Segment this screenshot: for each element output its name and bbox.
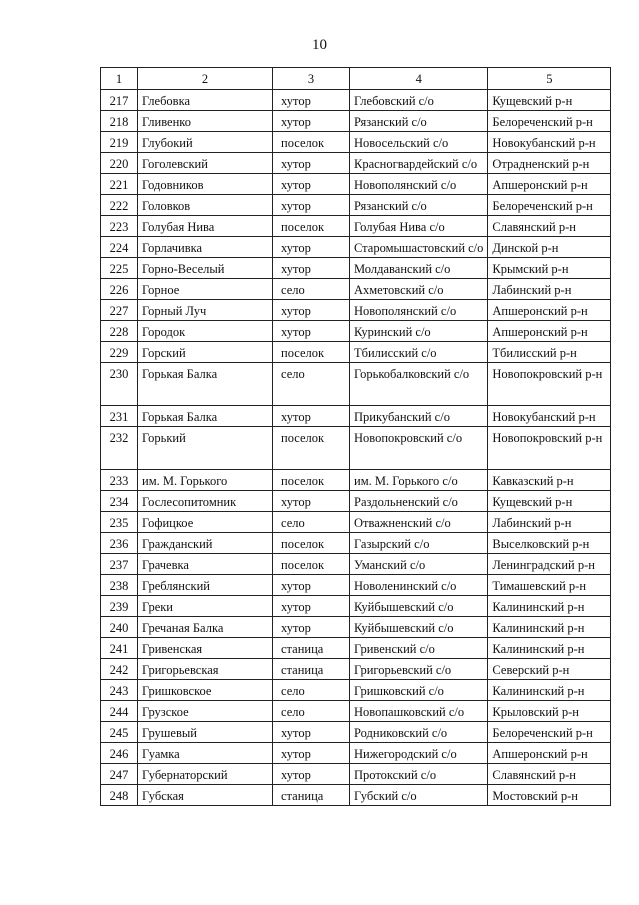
table-row	[101, 764, 611, 785]
row-number-cell: 246	[101, 743, 138, 764]
settlement-type-cell: село	[273, 363, 350, 406]
table-row	[101, 596, 611, 617]
district-cell: Кавказский р-н	[488, 470, 611, 491]
table-row	[101, 722, 611, 743]
council-cell: Губский с/о	[350, 785, 488, 806]
district-cell: Белореченский р-н	[488, 722, 611, 743]
council-cell: Куйбышевский с/о	[350, 617, 488, 638]
council-cell: Молдаванский с/о	[350, 258, 488, 279]
district-cell: Калининский р-н	[488, 617, 611, 638]
settlement-name-cell: Грачевка	[138, 554, 273, 575]
council-cell: Нижегородский с/о	[350, 743, 488, 764]
page-number: 10	[312, 37, 327, 53]
settlement-name-cell: Гражданский	[138, 533, 273, 554]
row-number-cell: 241	[101, 638, 138, 659]
settlement-type-cell: станица	[273, 785, 350, 806]
settlement-type-cell: хутор	[273, 90, 350, 111]
council-cell: Уманский с/о	[350, 554, 488, 575]
council-cell: Протокский с/о	[350, 764, 488, 785]
settlement-name-cell: Григорьевская	[138, 659, 273, 680]
district-cell: Новокубанский р-н	[488, 406, 611, 427]
settlement-type-cell: станица	[273, 659, 350, 680]
row-number-cell: 222	[101, 195, 138, 216]
settlement-name-cell: Гречаная Балка	[138, 617, 273, 638]
settlement-name-cell: Горно-Веселый	[138, 258, 273, 279]
row-number-cell: 248	[101, 785, 138, 806]
table-row	[101, 90, 611, 111]
settlement-name-cell: Горский	[138, 342, 273, 363]
table-row	[101, 638, 611, 659]
row-number-cell: 242	[101, 659, 138, 680]
district-cell: Славянский р-н	[488, 764, 611, 785]
settlement-name-cell: Губская	[138, 785, 273, 806]
district-cell: Калининский р-н	[488, 680, 611, 701]
district-cell: Ленинградский р-н	[488, 554, 611, 575]
table-row	[101, 195, 611, 216]
settlement-name-cell: Городок	[138, 321, 273, 342]
district-cell: Мостовский р-н	[488, 785, 611, 806]
settlement-type-cell: поселок	[273, 132, 350, 153]
table-row	[101, 575, 611, 596]
row-number-cell: 236	[101, 533, 138, 554]
district-cell: Славянский р-н	[488, 216, 611, 237]
district-cell: Апшеронский р-н	[488, 174, 611, 195]
district-cell: Кущевский р-н	[488, 491, 611, 512]
settlement-name-cell: Горькая Балка	[138, 406, 273, 427]
settlement-name-cell: Гофицкое	[138, 512, 273, 533]
settlement-type-cell: хутор	[273, 153, 350, 174]
settlement-name-cell: Грузское	[138, 701, 273, 722]
table-row	[101, 533, 611, 554]
settlement-name-cell: им. М. Горького	[138, 470, 273, 491]
table-row	[101, 321, 611, 342]
table-row	[101, 216, 611, 237]
settlement-type-cell: поселок	[273, 470, 350, 491]
settlement-name-cell: Греки	[138, 596, 273, 617]
settlement-type-cell: село	[273, 512, 350, 533]
settlement-type-cell: хутор	[273, 406, 350, 427]
council-cell: Отважненский с/о	[350, 512, 488, 533]
table-row	[101, 363, 611, 406]
table-row	[101, 153, 611, 174]
table-row	[101, 701, 611, 722]
row-number-cell: 221	[101, 174, 138, 195]
table-row	[101, 659, 611, 680]
table-row	[101, 342, 611, 363]
column-header: 4	[350, 68, 488, 90]
table-row	[101, 406, 611, 427]
row-number-cell: 228	[101, 321, 138, 342]
settlement-name-cell: Глубокий	[138, 132, 273, 153]
row-number-cell: 226	[101, 279, 138, 300]
settlement-type-cell: поселок	[273, 554, 350, 575]
district-cell: Тимашевский р-н	[488, 575, 611, 596]
table-row	[101, 111, 611, 132]
council-cell: Глебовский с/о	[350, 90, 488, 111]
settlement-type-cell: поселок	[273, 533, 350, 554]
row-number-cell: 224	[101, 237, 138, 258]
table-row	[101, 132, 611, 153]
settlement-name-cell: Глебовка	[138, 90, 273, 111]
settlement-name-cell: Греблянский	[138, 575, 273, 596]
council-cell: Прикубанский с/о	[350, 406, 488, 427]
district-cell: Лабинский р-н	[488, 279, 611, 300]
table-row	[101, 300, 611, 321]
district-cell: Калининский р-н	[488, 638, 611, 659]
column-header: 5	[488, 68, 611, 90]
council-cell: Ахметовский с/о	[350, 279, 488, 300]
district-cell: Апшеронский р-н	[488, 743, 611, 764]
settlement-type-cell: поселок	[273, 342, 350, 363]
table-row	[101, 743, 611, 764]
settlement-type-cell: село	[273, 279, 350, 300]
district-cell: Выселковский р-н	[488, 533, 611, 554]
row-number-cell: 240	[101, 617, 138, 638]
row-number-cell: 225	[101, 258, 138, 279]
council-cell: Голубая Нива с/о	[350, 216, 488, 237]
settlement-type-cell: хутор	[273, 321, 350, 342]
settlement-name-cell: Горлачивка	[138, 237, 273, 258]
district-cell: Динской р-н	[488, 237, 611, 258]
settlement-name-cell: Горный Луч	[138, 300, 273, 321]
table-row	[101, 279, 611, 300]
row-number-cell: 232	[101, 427, 138, 470]
settlement-type-cell: хутор	[273, 195, 350, 216]
council-cell: Григорьевский с/о	[350, 659, 488, 680]
column-header: 1	[101, 68, 138, 90]
council-cell: Новоленинский с/о	[350, 575, 488, 596]
settlement-name-cell: Грушевый	[138, 722, 273, 743]
row-number-cell: 220	[101, 153, 138, 174]
district-cell: Белореченский р-н	[488, 111, 611, 132]
column-header: 2	[138, 68, 273, 90]
council-cell: Горькобалковский с/о	[350, 363, 488, 406]
settlement-name-cell: Гуамка	[138, 743, 273, 764]
council-cell: Красногвардейский с/о	[350, 153, 488, 174]
council-cell: Рязанский с/о	[350, 195, 488, 216]
council-cell: Новополянский с/о	[350, 174, 488, 195]
row-number-cell: 237	[101, 554, 138, 575]
district-cell: Северский р-н	[488, 659, 611, 680]
settlement-name-cell: Губернаторский	[138, 764, 273, 785]
district-cell: Крымский р-н	[488, 258, 611, 279]
council-cell: Гривенский с/о	[350, 638, 488, 659]
council-cell: Новопокровский с/о	[350, 427, 488, 470]
row-number-cell: 219	[101, 132, 138, 153]
district-cell: Новопокровский р-н	[488, 363, 611, 406]
row-number-cell: 231	[101, 406, 138, 427]
settlement-type-cell: станица	[273, 638, 350, 659]
table-row	[101, 237, 611, 258]
settlement-name-cell: Гливенко	[138, 111, 273, 132]
settlement-type-cell: хутор	[273, 596, 350, 617]
table-header-row	[101, 68, 611, 90]
council-cell: Тбилисский с/о	[350, 342, 488, 363]
column-header: 3	[273, 68, 350, 90]
table-row	[101, 491, 611, 512]
row-number-cell: 217	[101, 90, 138, 111]
district-cell: Новопокровский р-н	[488, 427, 611, 470]
table-row	[101, 785, 611, 806]
settlement-type-cell: село	[273, 701, 350, 722]
settlement-name-cell: Головков	[138, 195, 273, 216]
settlement-name-cell: Горькая Балка	[138, 363, 273, 406]
row-number-cell: 239	[101, 596, 138, 617]
district-cell: Апшеронский р-н	[488, 321, 611, 342]
settlement-name-cell: Гришковское	[138, 680, 273, 701]
table-row	[101, 680, 611, 701]
row-number-cell: 218	[101, 111, 138, 132]
table-row	[101, 554, 611, 575]
table-row	[101, 258, 611, 279]
settlement-type-cell: хутор	[273, 743, 350, 764]
settlement-type-cell: хутор	[273, 491, 350, 512]
settlement-type-cell: хутор	[273, 764, 350, 785]
council-cell: Родниковский с/о	[350, 722, 488, 743]
settlement-type-cell: хутор	[273, 722, 350, 743]
council-cell: Гришковский с/о	[350, 680, 488, 701]
council-cell: им. М. Горького с/о	[350, 470, 488, 491]
row-number-cell: 235	[101, 512, 138, 533]
council-cell: Новополянский с/о	[350, 300, 488, 321]
row-number-cell: 229	[101, 342, 138, 363]
district-cell: Лабинский р-н	[488, 512, 611, 533]
row-number-cell: 227	[101, 300, 138, 321]
council-cell: Куйбышевский с/о	[350, 596, 488, 617]
council-cell: Рязанский с/о	[350, 111, 488, 132]
settlement-type-cell: поселок	[273, 427, 350, 470]
table-body	[101, 90, 611, 806]
district-cell: Калининский р-н	[488, 596, 611, 617]
row-number-cell: 234	[101, 491, 138, 512]
settlement-name-cell: Горное	[138, 279, 273, 300]
council-cell: Газырский с/о	[350, 533, 488, 554]
council-cell: Куринский с/о	[350, 321, 488, 342]
settlements-table	[100, 67, 611, 806]
settlement-name-cell: Голубая Нива	[138, 216, 273, 237]
table-row	[101, 427, 611, 470]
district-cell: Крыловский р-н	[488, 701, 611, 722]
settlement-type-cell: село	[273, 680, 350, 701]
district-cell: Тбилисский р-н	[488, 342, 611, 363]
district-cell: Белореченский р-н	[488, 195, 611, 216]
table-row	[101, 470, 611, 491]
row-number-cell: 244	[101, 701, 138, 722]
row-number-cell: 247	[101, 764, 138, 785]
table-row	[101, 174, 611, 195]
district-cell: Отрадненский р-н	[488, 153, 611, 174]
row-number-cell: 233	[101, 470, 138, 491]
district-cell: Кущевский р-н	[488, 90, 611, 111]
settlement-name-cell: Гослесопитомник	[138, 491, 273, 512]
settlement-name-cell: Годовников	[138, 174, 273, 195]
table-row	[101, 512, 611, 533]
settlement-type-cell: поселок	[273, 216, 350, 237]
row-number-cell: 230	[101, 363, 138, 406]
settlement-type-cell: хутор	[273, 300, 350, 321]
row-number-cell: 243	[101, 680, 138, 701]
settlement-type-cell: хутор	[273, 258, 350, 279]
settlement-name-cell: Гоголевский	[138, 153, 273, 174]
council-cell: Новосельский с/о	[350, 132, 488, 153]
council-cell: Старомышастовский с/о	[350, 237, 488, 258]
settlement-type-cell: хутор	[273, 617, 350, 638]
settlement-type-cell: хутор	[273, 575, 350, 596]
settlement-name-cell: Горький	[138, 427, 273, 470]
district-cell: Апшеронский р-н	[488, 300, 611, 321]
settlement-type-cell: хутор	[273, 174, 350, 195]
row-number-cell: 245	[101, 722, 138, 743]
district-cell: Новокубанский р-н	[488, 132, 611, 153]
table-row	[101, 617, 611, 638]
council-cell: Новопашковский с/о	[350, 701, 488, 722]
settlement-name-cell: Гривенская	[138, 638, 273, 659]
settlement-type-cell: хутор	[273, 111, 350, 132]
settlement-type-cell: хутор	[273, 237, 350, 258]
row-number-cell: 238	[101, 575, 138, 596]
council-cell: Раздольненский с/о	[350, 491, 488, 512]
row-number-cell: 223	[101, 216, 138, 237]
